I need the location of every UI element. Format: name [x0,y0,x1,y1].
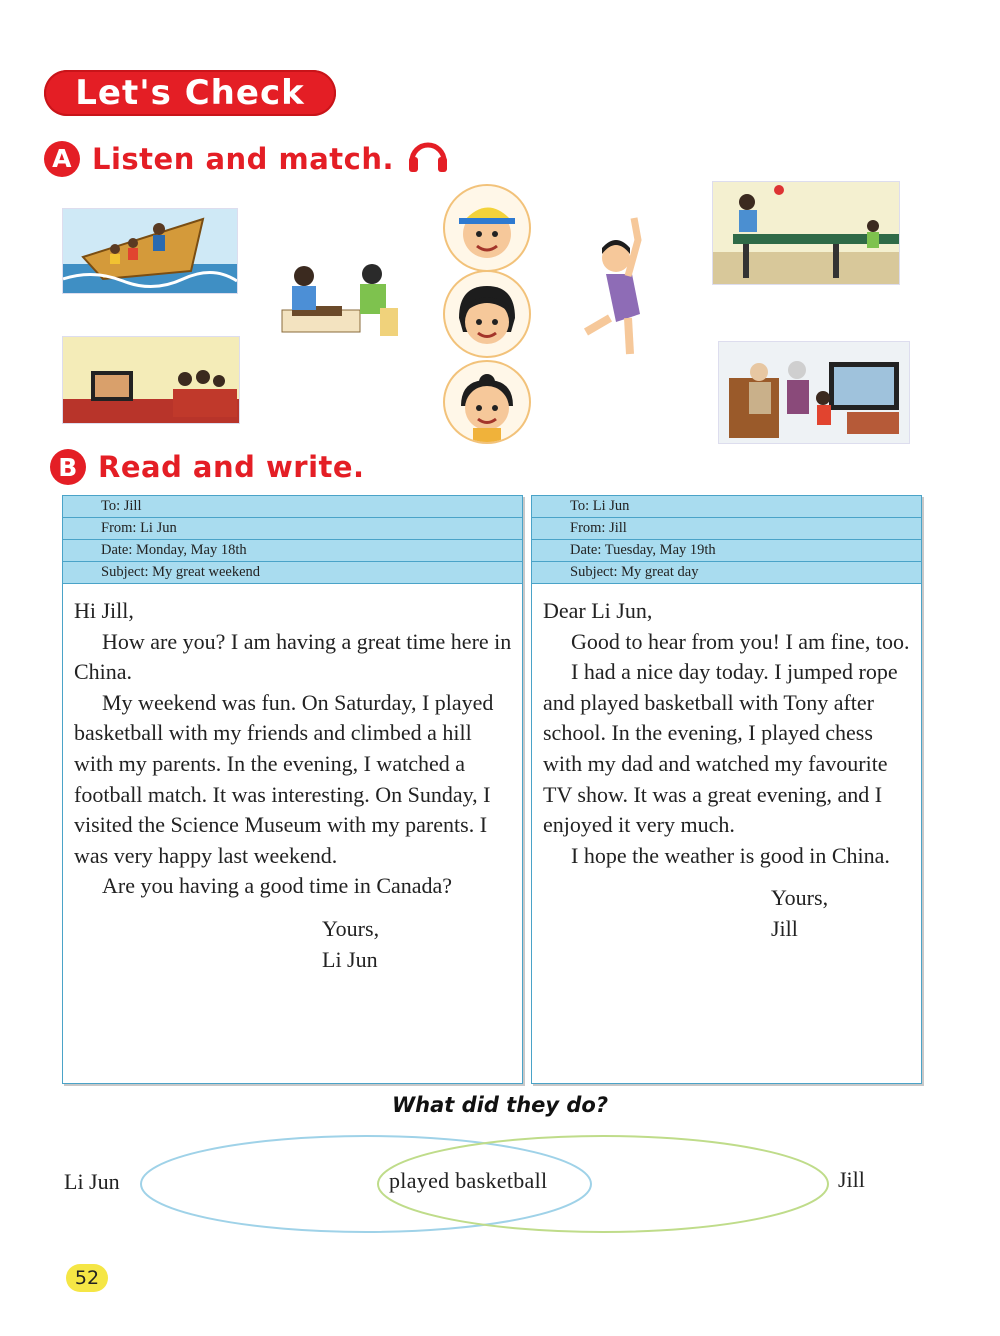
email-from: From: Jill [532,518,921,540]
family-visit-picture [718,341,910,444]
headphones-icon[interactable] [406,135,450,182]
email-subject: Subject: My great weekend [63,562,522,584]
email-paragraph: How are you? I am having a great time here in China. [74,628,512,685]
email-date: Date: Monday, May 18th [63,540,522,562]
email-to: To: Jill [63,496,522,518]
girl-face-1 [443,270,531,358]
section-b-title: Read and write. [98,450,365,484]
dancing-girl-picture [576,214,668,360]
page-title: Let's Check [44,70,336,116]
email-paragraph: Good to hear from you! I am fine, too. [571,628,910,654]
girl-face-2 [443,360,531,444]
table-tennis-picture [712,181,900,285]
boat-picture [62,208,238,294]
email-paragraph: My weekend was fun. On Saturday, I played basketball with my friends and climbed a hill with my parents. In the evening, I watched a football match. It was interesting. On Sunday, I visited the Science Museum with my parents. I was very happy last weekend. [74,689,494,868]
email-signature: Li Jun [322,946,378,972]
email-to: To: Li Jun [532,496,921,518]
email-closing: Yours, [771,885,829,911]
email-paragraph: I hope the weather is good in China. [571,842,890,868]
venn-right-label: Jill [838,1167,865,1192]
tv-picture [62,336,240,424]
boy-cap-face [443,184,531,272]
email-right [531,495,922,1084]
page-number: 52 [66,1264,108,1292]
email-body [63,584,522,975]
email-greeting: Hi Jill, [74,598,134,623]
venn-question: What did they do? [391,1093,609,1117]
email-greeting: Dear Li Jun, [543,598,653,623]
email-paragraph: Are you having a good time in Canada? [102,873,453,899]
email-body [532,584,921,945]
email-left [62,495,523,1084]
section-b-heading [50,449,365,485]
section-b-letter: B [50,449,86,485]
venn-overlap-text: played basketball [389,1168,548,1193]
venn-left-label: Li Jun [64,1169,120,1194]
chess-picture [262,258,402,340]
email-signature: Jill [771,915,798,941]
section-a-letter: A [44,141,80,177]
email-from: From: Li Jun [63,518,522,540]
section-a-heading [44,135,450,182]
email-paragraph: I had a nice day today. I jumped rope and played basketball with Tony after school. In the evening, I played chess with my dad and watched my favourite TV show. It was a great evening, and I enjoyed it very much. [543,659,898,838]
section-a-title: Listen and match. [92,141,395,176]
email-closing: Yours, [322,915,380,941]
email-date: Date: Tuesday, May 19th [532,540,921,562]
email-subject: Subject: My great day [532,562,921,584]
